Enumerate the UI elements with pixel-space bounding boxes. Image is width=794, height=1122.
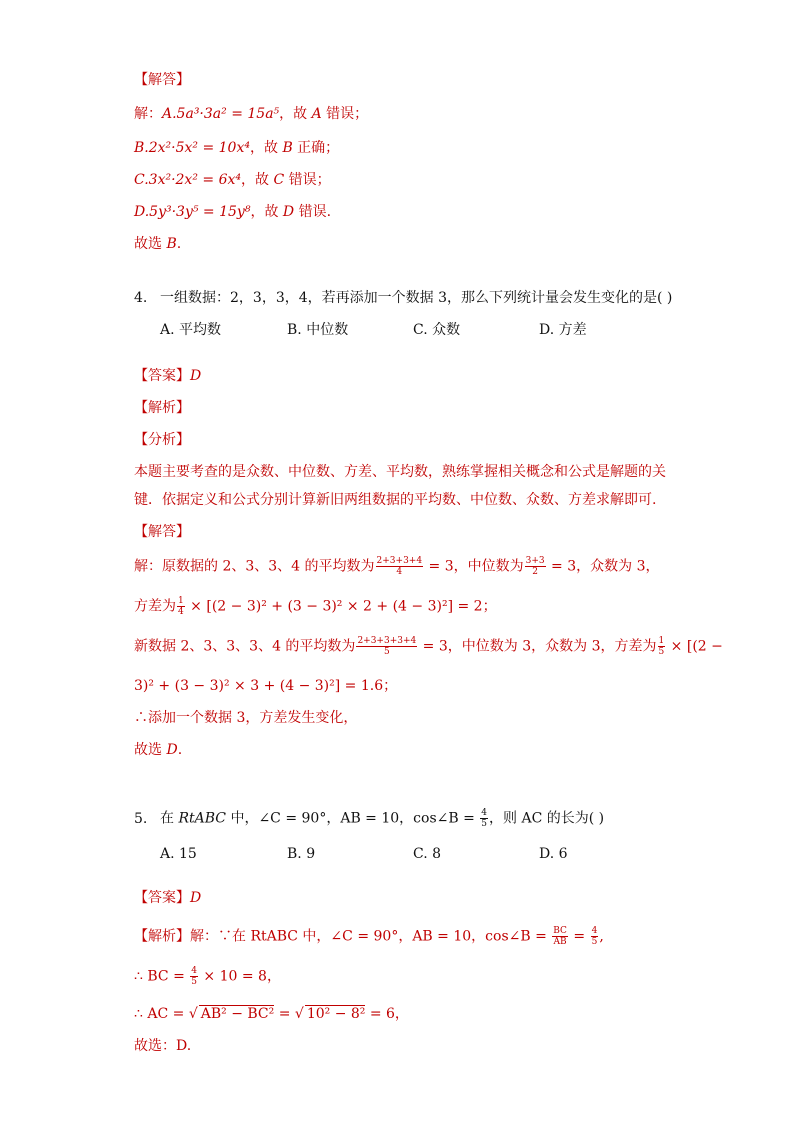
question-4-analysis-label: 【解析】 — [134, 400, 190, 416]
question-5-answer: 【答案】D — [134, 890, 202, 906]
jieda-label-1: 【解答】 — [134, 72, 190, 88]
question-4-answer: 【答案】D — [134, 368, 202, 384]
question-5-analysis-line-1: 【解析】解：∵在 RtABC 中，∠C = 90°，AB = 10，cos∠B = $\frac{BC}{AB}$ = $\frac{4}{5}$ , — [134, 926, 604, 947]
question-5-analysis-line-2: ∴ BC = $\frac{4}{5}$ × 10 = 8， — [134, 966, 281, 987]
solution-line-a: 解：A.5a³·3a² = 15a⁵，故 A 错误； — [134, 106, 369, 122]
question-4-option-c: C. 众数 — [413, 322, 461, 338]
question-5-option-a: A. 15 — [160, 846, 197, 862]
question-4-jieda-label: 【解答】 — [134, 524, 190, 540]
question-5-option-c: C. 8 — [413, 846, 442, 862]
question-5-stem: 5. 在 RtABC 中，∠C = 90°，AB = 10，cos∠B = $\frac{4}{5}$ ，则 AC 的长为( ) — [134, 808, 605, 829]
choice-line-1: 故选 B. — [134, 236, 182, 252]
question-4-fenxi-label: 【分析】 — [134, 432, 190, 448]
question-5-option-b: B. 9 — [287, 846, 316, 862]
question-5-analysis-line-3: ∴ AC = √ AB² − BC² = √ 10² − 8² = 6， — [134, 1006, 409, 1022]
question-4-option-a: A. 平均数 — [160, 322, 222, 338]
question-4-solution-line-1: 解：原数据的 2、3、3、4 的平均数为 $\frac{2+3+3+4}{4}$ = 3，中位数为 $\frac{3+3}{2}$ = 3，众数为 3， — [134, 556, 660, 577]
question-4-option-b: B. 中位数 — [287, 322, 349, 338]
question-4-fenxi-line-2: 键．依据定义和公式分别计算新旧两组数据的平均数、中位数、众数、方差求解即可. — [134, 492, 657, 508]
question-4-option-d: D. 方差 — [539, 322, 587, 338]
sqrt-expression-2: 10² − 8² — [306, 1006, 366, 1022]
question-5-number: 5. — [134, 810, 148, 827]
sqrt-expression-1: AB² − BC² — [200, 1006, 275, 1022]
solution-line-b: B.2x²·5x² = 10x⁴，故 B 正确； — [134, 140, 340, 156]
question-5-option-d: D. 6 — [539, 846, 568, 862]
question-4-solution-line-4: 3)² + (3 − 3)² × 3 + (4 − 3)²] = 1.6； — [134, 678, 398, 694]
question-4-number: 4. — [134, 290, 148, 306]
solution-line-d: D.5y³·3y⁵ = 15y⁸，故 D 错误. — [134, 204, 332, 220]
solution-line-c: C.3x²·2x² = 6x⁴，故 C 错误； — [134, 172, 331, 188]
question-4-solution-line-5: ∴添加一个数据 3，方差发生变化， — [134, 710, 358, 726]
question-4-solution-line-2: 方差为 $\frac{1}{4}$ × [(2 − 3)² + (3 − 3)² × 2 + (4 − 3)²] = 2； — [134, 596, 497, 617]
question-4-fenxi-line-1: 本题主要考查的是众数、中位数、方差、平均数，熟练掌握相关概念和公式是解题的关 — [134, 464, 666, 480]
question-4-choice-line: 故选 D. — [134, 742, 183, 758]
question-5-choice-line: 故选：D. — [134, 1038, 192, 1054]
question-4-solution-line-3: 新数据 2、3、3、3、4 的平均数为 $\frac{2+3+3+3+4}{5}$ = 3，中位数为 3，众数为 3，方差为 $\frac{1}{5}$ × [(2 − — [134, 636, 723, 657]
question-4-stem: 4. 一组数据：2，3，3，4，若再添加一个数据 3，那么下列统计量会发生变化的是( ) — [134, 290, 673, 306]
